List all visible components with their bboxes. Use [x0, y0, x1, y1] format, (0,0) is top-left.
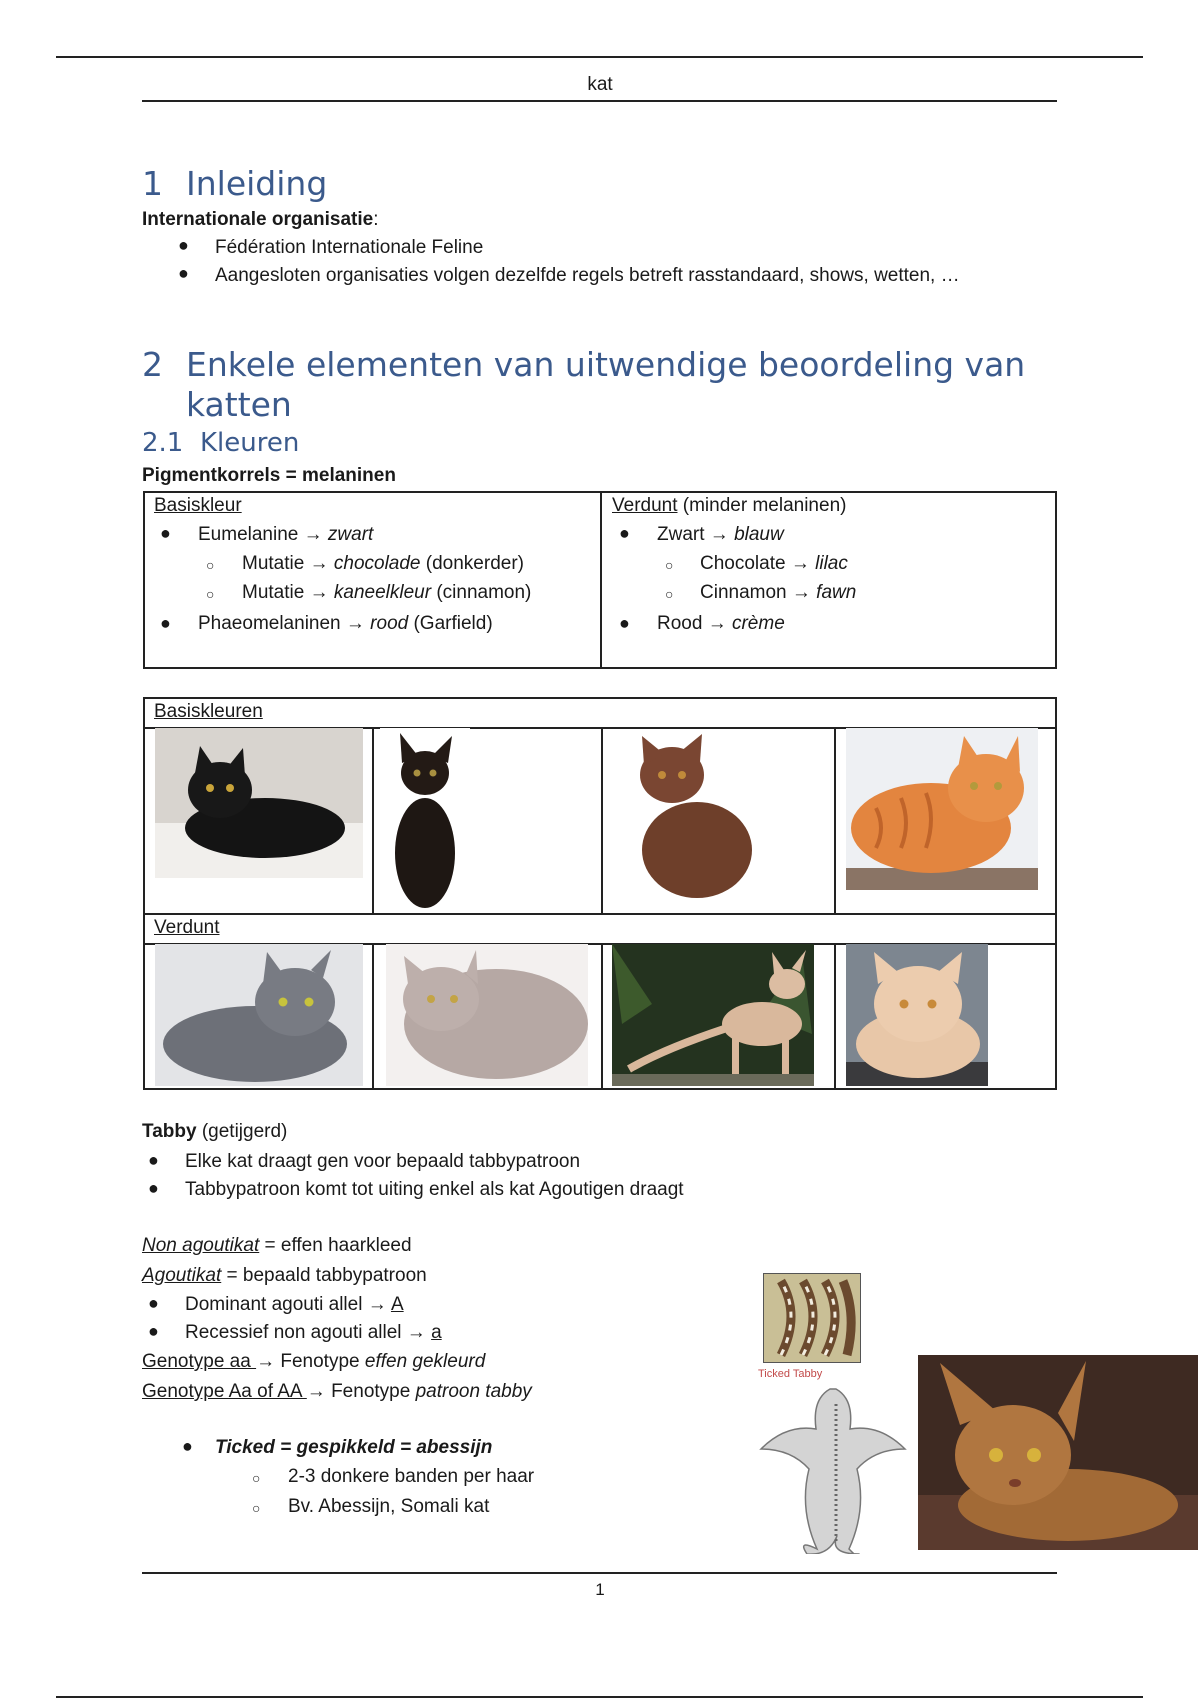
circle-bullet-icon: ○: [252, 1470, 261, 1486]
section-number: 1: [142, 164, 163, 203]
cream-cat-photo: [846, 944, 988, 1086]
abyssinian-cat-photo: [918, 1355, 1198, 1550]
list-item: Aangesloten organisaties volgen dezelfde regels betreft rasstandaard, shows, wetten, …: [215, 265, 960, 286]
bullet-icon: ●: [148, 1150, 159, 1170]
rood-row: Rood → crème: [657, 613, 785, 634]
list-item: 2-3 donkere banden per haar: [288, 1466, 535, 1487]
genotype-AA-row: Genotype Aa of AA → Fenotype patroon tabby: [142, 1381, 532, 1402]
dominant-allel-row: Dominant agouti allel → A: [185, 1294, 404, 1315]
lilac-cat-photo: [386, 944, 588, 1086]
chocolate-cat-photo: [622, 730, 767, 900]
black-cat-lying-photo: [155, 728, 363, 878]
circle-bullet-icon: ○: [206, 557, 215, 573]
cinnamon-row: Cinnamon → fawn: [700, 582, 857, 603]
section-title: Inleiding: [186, 164, 328, 203]
bullet-icon: ●: [178, 263, 189, 283]
bullet-icon: ●: [148, 1293, 159, 1313]
mutatie-chocolade-row: Mutatie → chocolade (donkerder): [242, 553, 524, 574]
chocolate-row: Chocolate → lilac: [700, 553, 848, 574]
bullet-icon: ●: [160, 613, 171, 633]
verdunt-row-label: Verdunt: [154, 917, 220, 938]
eumelanine-row: Eumelanine → zwart: [198, 524, 374, 545]
blue-cat-photo: [155, 944, 363, 1086]
page-number: 1: [595, 1580, 605, 1599]
bullet-icon: ●: [178, 235, 189, 255]
section-1-heading: [142, 164, 327, 204]
bullet-icon: ●: [148, 1321, 159, 1341]
section-2-1-heading: 2.1 Kleuren: [142, 428, 300, 458]
circle-bullet-icon: ○: [252, 1500, 261, 1516]
bullet-icon: ●: [182, 1436, 193, 1456]
list-item: Tabbypatroon komt tot uiting enkel als kat Agoutigen draagt: [185, 1179, 684, 1200]
fawn-cat-photo: [612, 944, 814, 1086]
list-item: Elke kat draagt gen voor bepaald tabbypatroon: [185, 1151, 581, 1172]
header-title: kat: [587, 74, 613, 95]
recessief-allel-row: Recessief non agouti allel → a: [185, 1322, 442, 1343]
agouti-line: Agoutikat = bepaald tabbypatroon: [142, 1265, 427, 1286]
basiskleuren-label: Basiskleuren: [154, 701, 263, 722]
intl-org-label: Internationale organisatie:: [142, 209, 379, 230]
mutatie-kaneel-row: Mutatie → kaneelkleur (cinnamon): [242, 582, 532, 603]
list-item: Bv. Abessijn, Somali kat: [288, 1496, 490, 1517]
section-2-heading: 2 Enkele elementen van uitwendige beoordeling van katten: [142, 345, 1026, 424]
genotype-aa-row: Genotype aa → Fenotype effen gekleurd: [142, 1351, 486, 1372]
ticked-pelt-illustration: [758, 1384, 913, 1554]
verdunt-header: Verdunt (minder melaninen): [612, 495, 847, 516]
phaeomelanine-row: Phaeomelaninen → rood (Garfield): [198, 613, 493, 634]
ticked-tabby-caption: Ticked Tabby: [758, 1368, 823, 1380]
basiskleur-header: Basiskleur: [154, 495, 242, 516]
non-agouti-line: Non agoutikat = effen haarkleed: [142, 1235, 412, 1256]
red-tabby-cat-photo: [846, 728, 1038, 890]
zwart-row: Zwart → blauw: [657, 524, 784, 545]
circle-bullet-icon: ○: [665, 557, 674, 573]
bullet-icon: ●: [160, 523, 171, 543]
bullet-icon: ●: [619, 613, 630, 633]
bullet-icon: ●: [148, 1178, 159, 1198]
ticked-heading: Ticked = gespikkeld = abessijn: [215, 1437, 493, 1458]
black-cat-sitting-photo: [380, 728, 470, 910]
pigment-label: Pigmentkorrels = melaninen: [142, 465, 396, 486]
list-item: Fédération Internationale Feline: [215, 237, 484, 258]
hair-bands-illustration: [763, 1273, 861, 1363]
circle-bullet-icon: ○: [206, 586, 215, 602]
bullet-icon: ●: [619, 523, 630, 543]
tabby-heading: Tabby (getijgerd): [142, 1121, 288, 1142]
circle-bullet-icon: ○: [665, 586, 674, 602]
